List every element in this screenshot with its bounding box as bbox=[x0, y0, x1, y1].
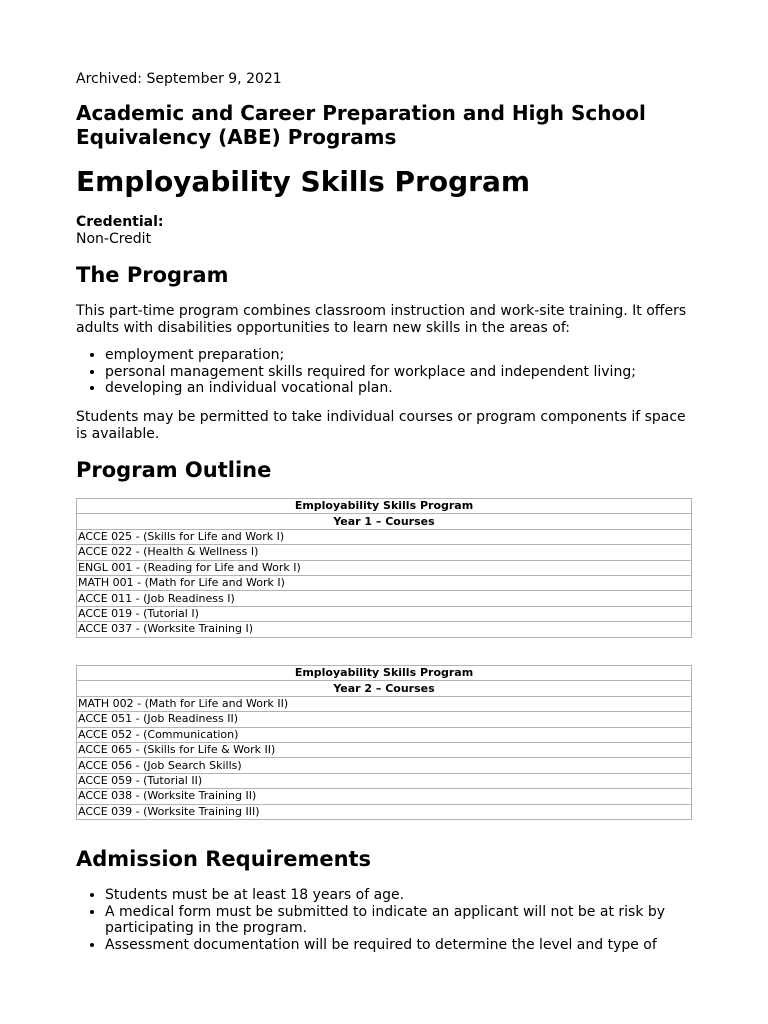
table-row: ACCE 051 - (Job Readiness II) bbox=[77, 712, 692, 727]
program-heading: The Program bbox=[76, 263, 229, 287]
year2-courses-table bbox=[76, 665, 692, 820]
table-row: ACCE 011 - (Job Readiness I) bbox=[77, 591, 692, 606]
page-title: Employability Skills Program bbox=[76, 165, 531, 198]
table-row: ACCE 039 - (Worksite Training III) bbox=[77, 804, 692, 819]
table-row: ACCE 025 - (Skills for Life and Work I) bbox=[77, 529, 692, 544]
table-subtitle: Year 2 – Courses bbox=[77, 681, 692, 696]
table-row: ACCE 038 - (Worksite Training II) bbox=[77, 789, 692, 804]
list-item: • personal management skills required for workplace and independent living; bbox=[105, 364, 695, 381]
table-title: Employability Skills Program bbox=[77, 499, 692, 514]
list-item: • developing an individual vocational plan. bbox=[105, 380, 695, 397]
table-row: ACCE 065 - (Skills for Life & Work II) bbox=[77, 742, 692, 757]
list-item: • A medical form must be submitted to indicate an applicant will not be at risk by participating in the program. bbox=[105, 904, 705, 937]
admission-requirements-list bbox=[76, 887, 705, 953]
outline-heading: Program Outline bbox=[76, 458, 272, 482]
list-item: • Students must be at least 18 years of age. bbox=[105, 887, 705, 904]
table-row: ACCE 059 - (Tutorial II) bbox=[77, 773, 692, 788]
table-row: ACCE 052 - (Communication) bbox=[77, 727, 692, 742]
table-row: MATH 002 - (Math for Life and Work II) bbox=[77, 696, 692, 711]
table-title: Employability Skills Program bbox=[77, 666, 692, 681]
table-row: ACCE 056 - (Job Search Skills) bbox=[77, 758, 692, 773]
table-subtitle: Year 1 – Courses bbox=[77, 514, 692, 529]
program-note: Students may be permitted to take individual courses or program components if space is available. bbox=[76, 409, 686, 442]
year1-courses-table bbox=[76, 498, 692, 638]
table-row: ACCE 022 - (Health & Wellness I) bbox=[77, 545, 692, 560]
table-row: ENGL 001 - (Reading for Life and Work I) bbox=[77, 560, 692, 575]
program-areas-list bbox=[76, 347, 695, 397]
list-item: • Assessment documentation will be required to determine the level and type of bbox=[105, 937, 705, 954]
table-row: ACCE 019 - (Tutorial I) bbox=[77, 606, 692, 621]
table-row: ACCE 037 - (Worksite Training I) bbox=[77, 622, 692, 637]
table-row: MATH 001 - (Math for Life and Work I) bbox=[77, 575, 692, 590]
archived-date: Archived: September 9, 2021 bbox=[76, 71, 282, 87]
admission-heading: Admission Requirements bbox=[76, 847, 372, 871]
department-heading: Academic and Career Preparation and High School Equivalency (ABE) Programs bbox=[76, 101, 646, 149]
credential-value: Non-Credit bbox=[76, 231, 152, 247]
list-item: • employment preparation; bbox=[105, 347, 695, 364]
program-intro: This part-time program combines classroom instruction and work-site training. It offers adults with disabilities opportunities to learn new skills in the areas of: bbox=[76, 303, 687, 336]
credential-label: Credential: bbox=[76, 214, 164, 230]
